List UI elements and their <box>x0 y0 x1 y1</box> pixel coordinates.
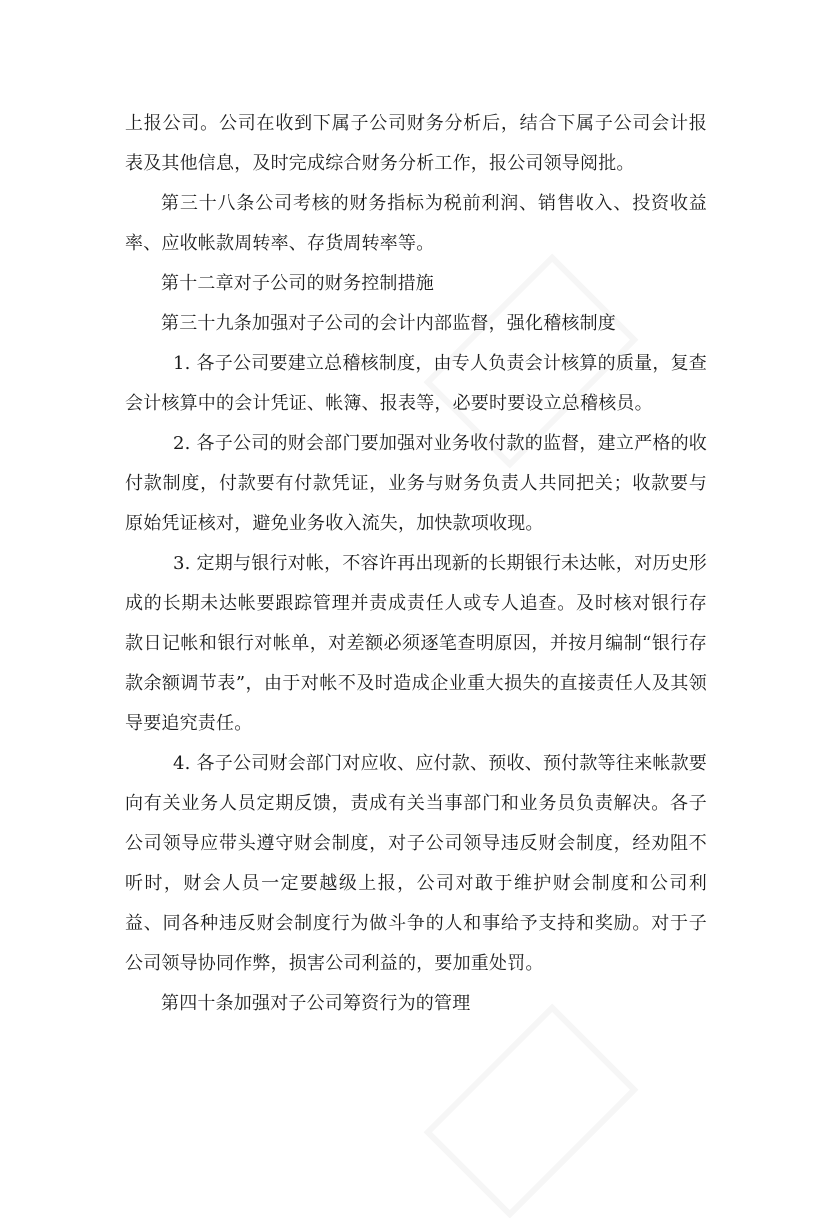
paragraph-article-40: 第四十条加强对子公司筹资行为的管理 <box>161 993 471 1014</box>
watermark-stamp-bottom <box>424 1004 639 1218</box>
list-item-3: 3. 定期与银行对帐，不容许再出现新的长期银行未达帐，对历史形成的长期未达帐要跟踪管理并责成责任人或专人追查。及时核对银行存款日记帐和银行对帐单，对差额必须逐笔查明原因，并按月编制“银行存款余额调节表”，由于对帐不及时造成企业重大损失的直接责任人及其领导要追究责任。 <box>125 553 707 734</box>
chapter-heading-12: 第十二章对子公司的财务控制措施 <box>161 273 434 294</box>
list-item-4: 4. 各子公司财会部门对应收、应付款、预收、预付款等往来帐款要向有关业务人员定期反馈，责成有关当事部门和业务员负责解决。各子公司领导应带头遵守财会制度，对子公司领导违反财会制度，经劝阻不听时，财会人员一定要越级上报，公司对敢于维护财会制度和公司利益、同各种违反财会制度行为做斗争的人和事给予支持和奖励。对于子公司领导协同作弊，损害公司利益的，要加重处罚。 <box>125 753 707 974</box>
paragraph-continuation: 上报公司。公司在收到下属子公司财务分析后，结合下属子公司会计报表及其他信息，及时完成综合财务分析工作，报公司领导阅批。 <box>125 113 707 174</box>
paragraph-article-38: 第三十八条公司考核的财务指标为税前利润、销售收入、投资收益率、应收帐款周转率、存货周转率等。 <box>125 193 707 254</box>
list-item-1: 1. 各子公司要建立总稽核制度，由专人负责会计核算的质量，复查会计核算中的会计凭证、帐簿、报表等，必要时要设立总稽核员。 <box>125 353 707 414</box>
list-item-2: 2. 各子公司的财会部门要加强对业务收付款的监督，建立严格的收付款制度，付款要有付款凭证，业务与财务负责人共同把关；收款要与原始凭证核对，避免业务收入流失，加快款项收现。 <box>125 433 707 534</box>
document-body <box>125 104 707 1024</box>
paragraph-article-39: 第三十九条加强对子公司的会计内部监督，强化稽核制度 <box>161 313 616 334</box>
